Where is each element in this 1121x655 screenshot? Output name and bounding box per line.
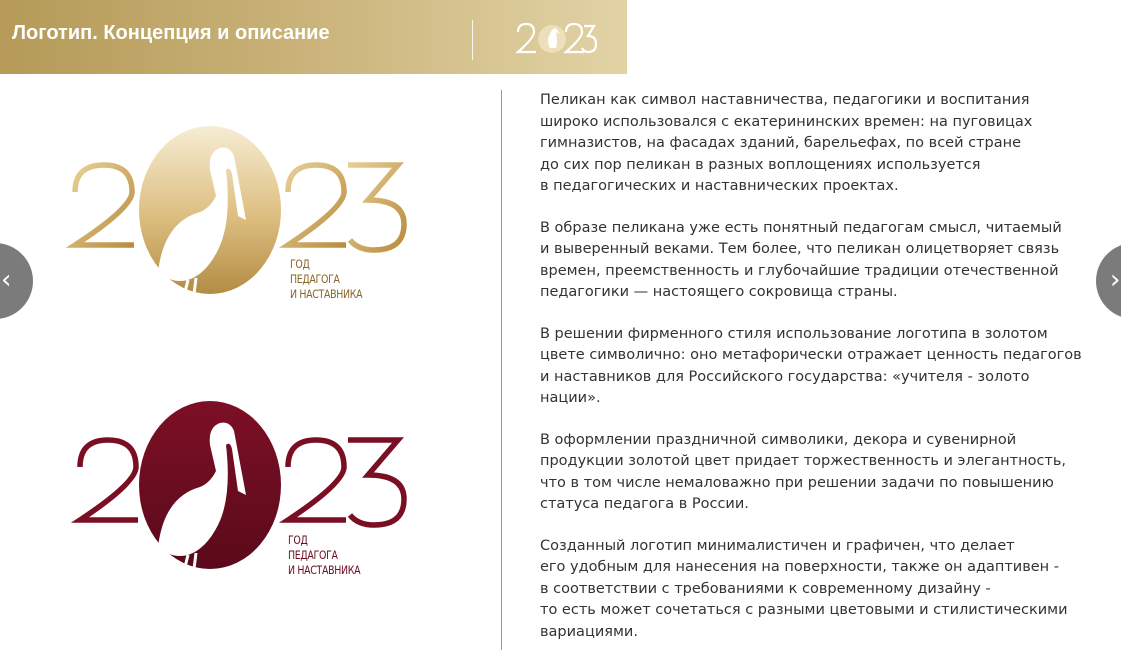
caption-line-year: ГОД	[288, 533, 308, 547]
page-title: Логотип. Концепция и описание	[12, 22, 330, 44]
chevron-right-icon: ›	[1110, 265, 1121, 295]
chevron-left-icon: ‹	[1, 265, 12, 295]
caption-line-year: ГОД	[290, 257, 310, 271]
pelican-logo-burgundy-icon	[60, 385, 420, 610]
paragraph-symbol: Пеликан как символ наставничества, педагогики и воспитания широко использовался с екатерининских времен: на пуговицах гимназистов, на фасадах зданий, барельефах, по всей стране до сих пор пеликан в разных воплощениях используется в педагогических и наставнических проектах.	[540, 92, 1033, 194]
caption-line-mentor: И НАСТАВНИКА	[288, 563, 361, 577]
paragraph-gold: В решении фирменного стиля использование логотипа в золотом цвете символично: оно метафорически отражает ценность педагогов и наставников для Российского государства: «учителя - золото нации».	[540, 325, 1082, 406]
pelican-logo-gold-icon	[60, 110, 420, 335]
column-divider	[501, 90, 502, 650]
description-text	[540, 90, 1115, 655]
header-logo	[512, 18, 598, 60]
prev-slide-button[interactable]	[0, 243, 33, 319]
logo-gold	[60, 110, 420, 335]
logo-caption-burgundy	[288, 533, 360, 578]
caption-line-teacher: ПЕДАГОГА	[290, 272, 340, 286]
logo-caption-gold	[290, 257, 362, 302]
paragraph-meaning: В образе пеликана уже есть понятный педагогам смысл, читаемый и выверенный веками. Тем более, что пеликан олицетворяет связь времен, преемственность и глубочайшие традиции отечественной педагогики — настоящего сокровища страны.	[540, 219, 1062, 300]
caption-line-teacher: ПЕДАГОГА	[288, 548, 338, 562]
logo-burgundy	[60, 385, 420, 610]
header-divider	[472, 20, 473, 60]
paragraph-decor: В оформлении праздничной символики, декора и сувенирной продукции золотой цвет придает торжественность и элегантность, что в том числе немаловажно при решении задачи по повышению статуса педагога в России.	[540, 431, 1067, 512]
paragraph-minimalism: Созданный логотип минималистичен и графичен, что делает его удобным для нанесения на поверхности, также он адаптивен - в соответствии с требованиями к современному дизайну - то есть может сочетаться с разными цветовыми и стилистическими вариациями.	[540, 537, 1068, 640]
caption-line-mentor: И НАСТАВНИКА	[290, 287, 363, 301]
header-bar	[0, 0, 627, 74]
